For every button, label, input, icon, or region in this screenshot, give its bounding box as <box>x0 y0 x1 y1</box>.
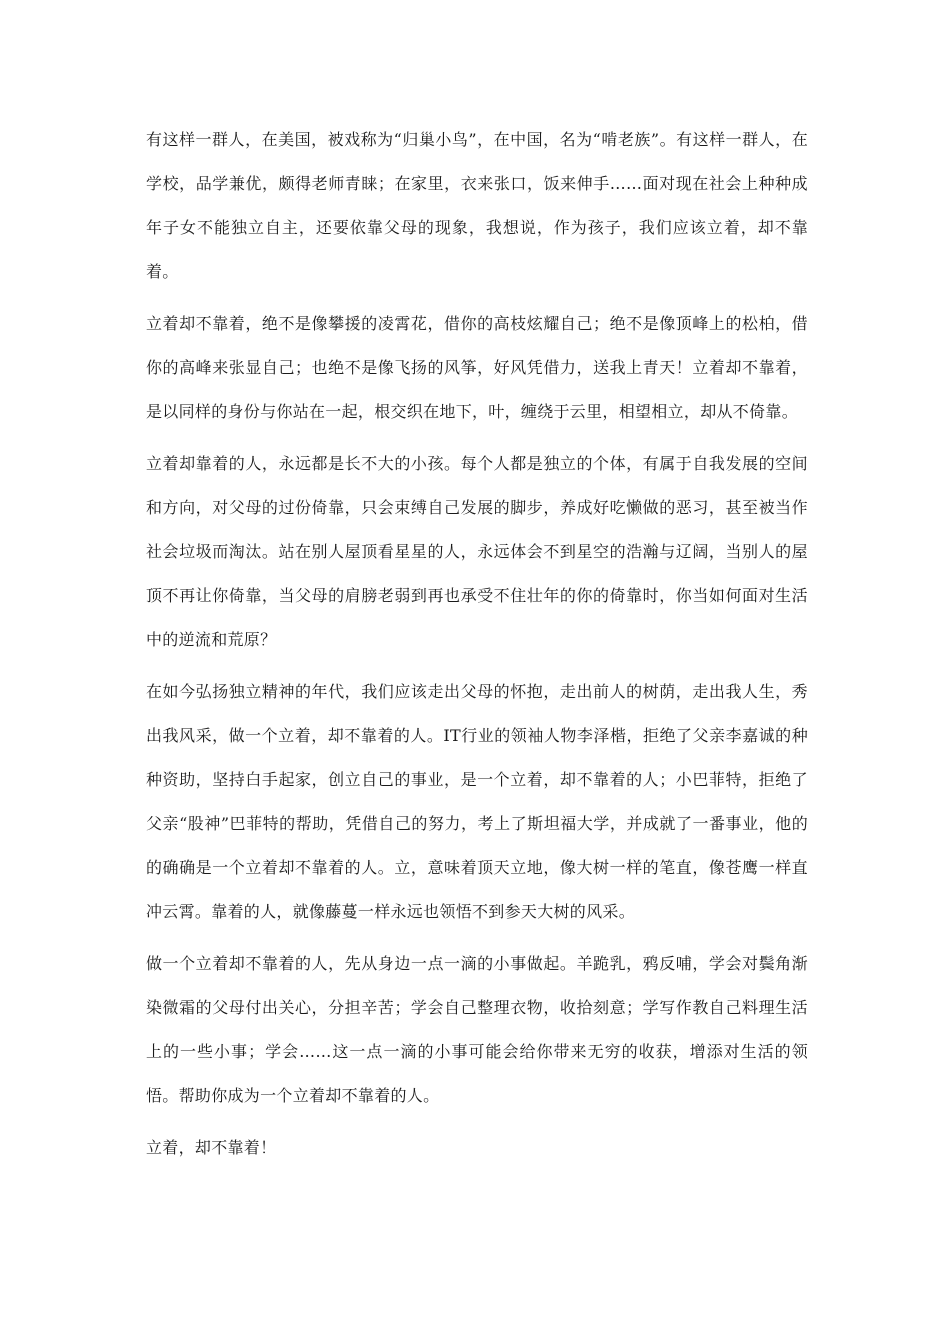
paragraph-1: 有这样一群人，在美国，被戏称为“归巢小鸟”，在中国，名为“啃老族”。有这样一群人，在学校，品学兼优，颇得老师青睐；在家里，衣来张口，饭来伸手……面对现在社会上种种成年子女不能独立自主，还要依靠父母的现象，我想说，作为孩子，我们应该立着，却不靠着。 <box>146 130 808 281</box>
paragraph-2: 立着却不靠着，绝不是像攀援的凌霄花，借你的高枝炫耀自己；绝不是像顶峰上的松柏，借你的高峰来张显自己；也绝不是像飞扬的风筝，好风凭借力，送我上青天！立着却不靠着，是以同样的身份与你站在一起，根交织在地下，叶，缠绕于云里，相望相立，却从不倚靠。 <box>146 314 808 421</box>
paragraph-3: 立着却靠着的人，永远都是长不大的小孩。每个人都是独立的个体，有属于自我发展的空间和方向，对父母的过份倚靠，只会束缚自己发展的脚步，养成好吃懒做的恶习，甚至被当作社会垃圾而淘汰。站在别人屋顶看星星的人，永远体会不到星空的浩瀚与辽阔，当别人的屋顶不再让你倚靠，当父母的肩膀老弱到再也承受不住壮年的你的倚靠时，你当如何面对生活中的逆流和荒原？ <box>146 454 808 649</box>
paragraph-4: 在如今弘扬独立精神的年代，我们应该走出父母的怀抱，走出前人的树荫，走出我人生，秀出我风采，做一个立着，却不靠着的人。IT行业的领袖人物李泽楷，拒绝了父亲李嘉诚的种种资助，坚持白手起家，创立自己的事业，是一个立着，却不靠着的人；小巴菲特，拒绝了父亲“股神”巴菲特的帮助，凭借自己的努力，考上了斯坦福大学，并成就了一番事业，他的的确确是一个立着却不靠着的人。立，意味着顶天立地，像大树一样的笔直，像苍鹰一样直冲云霄。靠着的人，就像藤蔓一样永远也领悟不到参天大树的风采。 <box>146 682 808 921</box>
paragraph-6: 立着，却不靠着！ <box>146 1138 277 1157</box>
document-page <box>146 118 808 1178</box>
paragraph-5: 做一个立着却不靠着的人，先从身边一点一滴的小事做起。羊跪乳，鸦反哺，学会对鬓角渐染微霜的父母付出关心，分担辛苦；学会自己整理衣物，收拾刻意；学写作教自己料理生活上的一些小事；学会……这一点一滴的小事可能会给你带来无穷的收获，增添对生活的领悟。帮助你成为一个立着却不靠着的人。 <box>146 954 808 1105</box>
